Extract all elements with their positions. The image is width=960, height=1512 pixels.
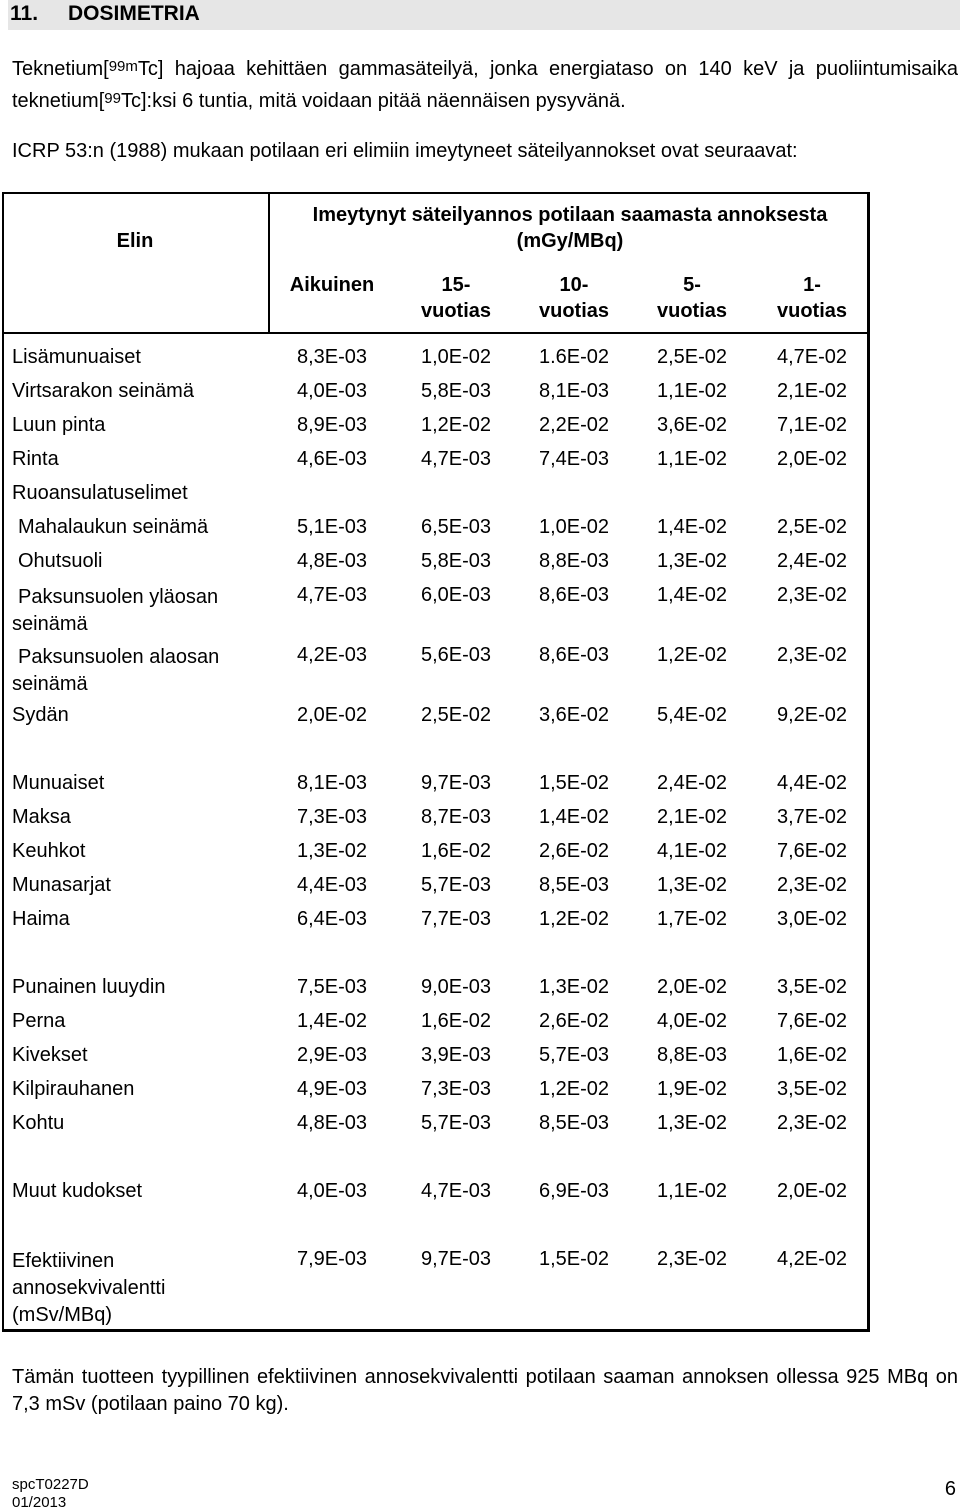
dose-value: 1,6E-02 — [420, 840, 492, 862]
footer-note: Tämän tuotteen tyypillinen efektiivinen annosekvivalentti potilaan saaman annoksen ollessa 925 MBq on 7,3 mSv (potilaan paino 70 kg). — [12, 1366, 958, 1415]
table-row — [0, 1112, 870, 1146]
age-header: 15- vuotias — [420, 274, 492, 322]
dose-value: 1,5E-02 — [538, 1248, 610, 1270]
age-header: 10- vuotias — [538, 274, 610, 322]
dose-value: 8,8E-03 — [656, 1044, 728, 1066]
dose-value: 4,1E-02 — [656, 840, 728, 862]
table-divider — [268, 192, 270, 334]
dose-value: 1,6E-02 — [776, 1044, 848, 1066]
dose-value: 2,0E-02 — [776, 448, 848, 470]
dose-value: 8,5E-03 — [538, 874, 610, 896]
dose-value: 2,4E-02 — [776, 550, 848, 572]
page-number: 6 — [944, 1478, 956, 1500]
dose-value: 5,8E-03 — [420, 380, 492, 402]
dose-value: 5,7E-03 — [420, 874, 492, 896]
dose-value: 4,7E-03 — [420, 1180, 492, 1202]
dose-value: 2,4E-02 — [656, 772, 728, 794]
dose-value: 2,0E-02 — [296, 704, 368, 726]
dose-value: 1,5E-02 — [538, 772, 610, 794]
table-row — [0, 806, 870, 840]
dose-value: 4,8E-03 — [296, 550, 368, 572]
dose-value: 8,6E-03 — [538, 644, 610, 666]
dose-value: 5,6E-03 — [420, 644, 492, 666]
table-row — [0, 482, 870, 516]
dose-value: 1,6E-02 — [420, 1010, 492, 1032]
age-header: 5- vuotias — [656, 274, 728, 322]
dose-value: 1,3E-02 — [656, 874, 728, 896]
dose-value: 4,7E-03 — [420, 448, 492, 470]
organ-name: Punainen luuydin — [12, 976, 166, 998]
dose-value: 1,4E-02 — [296, 1010, 368, 1032]
dose-value: 2,3E-02 — [776, 1112, 848, 1134]
dose-value: 3,6E-02 — [538, 704, 610, 726]
dose-value: 2,9E-03 — [296, 1044, 368, 1066]
dose-value: 8,9E-03 — [296, 414, 368, 436]
dose-value: 7,5E-03 — [296, 976, 368, 998]
table-row — [0, 772, 870, 806]
dose-value: 1,4E-02 — [656, 516, 728, 538]
intro-paragraph — [12, 54, 958, 118]
organ-name: Paksunsuolen yläosan seinämä — [12, 586, 219, 635]
dose-value: 7,6E-02 — [776, 840, 848, 862]
organ-name: Ohutsuoli — [18, 550, 103, 572]
dose-value: 1,1E-02 — [656, 380, 728, 402]
dose-value: 1,1E-02 — [656, 1180, 728, 1202]
dose-value: 2,3E-02 — [776, 644, 848, 666]
organ-name: Virtsarakon seinämä — [12, 380, 194, 402]
dose-value: 8,1E-03 — [296, 772, 368, 794]
dose-value: 2,3E-02 — [776, 584, 848, 606]
dose-value: 8,6E-03 — [538, 584, 610, 606]
dose-value: 1,4E-02 — [656, 584, 728, 606]
dose-value: 1,3E-02 — [538, 976, 610, 998]
table-row — [0, 976, 870, 1010]
table-header-bottom — [2, 332, 870, 334]
organ-name: Mahalaukun seinämä — [18, 516, 209, 538]
dose-value: 2,6E-02 — [538, 1010, 610, 1032]
dose-value: 8,1E-03 — [538, 380, 610, 402]
dose-value: 1,2E-02 — [538, 908, 610, 930]
dose-value: 3,5E-02 — [776, 976, 848, 998]
organ-name: Efektiivinen annosekvivalentti (mSv/MBq) — [12, 1250, 166, 1326]
dose-value: 4,9E-03 — [296, 1078, 368, 1100]
dose-value: 1,2E-02 — [538, 1078, 610, 1100]
organ-name: Paksunsuolen alaosan seinämä — [12, 646, 220, 695]
section-heading — [8, 0, 960, 30]
dose-value: 7,9E-03 — [296, 1248, 368, 1270]
table-row — [0, 1078, 870, 1112]
organ-name: Kilpirauhanen — [12, 1078, 135, 1100]
dose-value: 4,0E-02 — [656, 1010, 728, 1032]
organ-name: Luun pinta — [12, 414, 106, 436]
table-row — [0, 644, 870, 695]
dose-value: 1.6E-02 — [538, 346, 610, 368]
organ-name: Munasarjat — [12, 874, 111, 896]
table-row — [0, 584, 870, 635]
dose-value: 1,2E-02 — [420, 414, 492, 436]
dose-value: 4,6E-03 — [296, 448, 368, 470]
group-header: Imeytynyt säteilyannos potilaan saamasta annoksesta (mGy/MBq) — [312, 204, 828, 252]
doc-code: spcT0227D — [12, 1476, 89, 1493]
table-row — [0, 1010, 870, 1044]
dose-value: 2,5E-02 — [656, 346, 728, 368]
dose-value: 7,3E-03 — [296, 806, 368, 828]
dose-value: 5,4E-02 — [656, 704, 728, 726]
dose-value: 1,0E-02 — [538, 516, 610, 538]
dose-value: 2,0E-02 — [656, 976, 728, 998]
table-row — [0, 346, 870, 380]
dose-value: 5,1E-03 — [296, 516, 368, 538]
organ-name: Sydän — [12, 704, 69, 726]
table-row — [0, 908, 870, 942]
section-title: DOSIMETRIA — [68, 2, 200, 25]
dose-value: 5,8E-03 — [420, 550, 492, 572]
dose-value: 1,4E-02 — [538, 806, 610, 828]
table-row — [0, 1180, 870, 1214]
dose-value: 2,6E-02 — [538, 840, 610, 862]
dose-value: 4,4E-02 — [776, 772, 848, 794]
organ-name: Lisämunuaiset — [12, 346, 141, 368]
dose-value: 6,0E-03 — [420, 584, 492, 606]
dose-value: 2,5E-02 — [420, 704, 492, 726]
dose-value: 4,2E-03 — [296, 644, 368, 666]
dose-value: 8,7E-03 — [420, 806, 492, 828]
doc-date: 01/2013 — [12, 1494, 67, 1511]
dose-value: 6,9E-03 — [538, 1180, 610, 1202]
table-row — [0, 550, 870, 584]
dose-value: 7,7E-03 — [420, 908, 492, 930]
dose-value: 6,5E-03 — [420, 516, 492, 538]
dose-value: 2,0E-02 — [776, 1180, 848, 1202]
organ-name: Kohtu — [12, 1112, 65, 1134]
icrp-sentence: ICRP 53:n (1988) mukaan potilaan eri elimiin imeytyneet säteilyannokset ovat seuraavat: — [12, 140, 798, 162]
dose-value: 3,9E-03 — [420, 1044, 492, 1066]
dose-value: 3,6E-02 — [656, 414, 728, 436]
dose-value: 7,1E-02 — [776, 414, 848, 436]
dose-value: 4,2E-02 — [776, 1248, 848, 1270]
dose-value: 1,9E-02 — [656, 1078, 728, 1100]
dose-value: 1,3E-02 — [656, 1112, 728, 1134]
dose-value: 6,4E-03 — [296, 908, 368, 930]
dose-value: 4,0E-03 — [296, 380, 368, 402]
dose-value: 5,7E-03 — [538, 1044, 610, 1066]
table-row — [0, 1044, 870, 1078]
dose-value: 8,3E-03 — [296, 346, 368, 368]
organ-name: Perna — [12, 1010, 66, 1032]
dose-value: 9,7E-03 — [420, 1248, 492, 1270]
organ-name: Rinta — [12, 448, 59, 470]
intro-text-a: Teknetium[ — [12, 58, 109, 80]
dose-value: 1,3E-02 — [296, 840, 368, 862]
dose-value: 2,1E-02 — [656, 806, 728, 828]
intro-text-b: Tc] hajoaa kehittäen gammasäteilyä, jonka energiataso on 140 keV ja puoliintumisaika teknetium[ — [12, 58, 958, 112]
age-header: 1- vuotias — [776, 274, 848, 322]
organ-name: Muut kudokset — [12, 1180, 143, 1202]
table-row — [0, 704, 870, 738]
age-header: Aikuinen — [289, 274, 375, 296]
isotope-superscript-2: 99 — [104, 90, 121, 107]
dose-value: 1,2E-02 — [656, 644, 728, 666]
dose-value: 4,8E-03 — [296, 1112, 368, 1134]
table-row — [0, 874, 870, 908]
dose-value: 7,6E-02 — [776, 1010, 848, 1032]
organ-name: Keuhkot — [12, 840, 86, 862]
dose-value: 4,0E-03 — [296, 1180, 368, 1202]
dose-value: 2,1E-02 — [776, 380, 848, 402]
dose-value: 4,7E-02 — [776, 346, 848, 368]
organ-name: Kivekset — [12, 1044, 88, 1066]
organ-name: Maksa — [12, 806, 71, 828]
table-row — [0, 414, 870, 448]
dose-value: 9,2E-02 — [776, 704, 848, 726]
dose-value: 9,0E-03 — [420, 976, 492, 998]
dose-value: 2,5E-02 — [776, 516, 848, 538]
dose-value: 8,5E-03 — [538, 1112, 610, 1134]
dose-value: 3,7E-02 — [776, 806, 848, 828]
table-row — [0, 840, 870, 874]
dose-value: 1,3E-02 — [656, 550, 728, 572]
table-row — [0, 516, 870, 550]
dose-value: 5,7E-03 — [420, 1112, 492, 1134]
table-row — [0, 448, 870, 482]
dose-value: 7,3E-03 — [420, 1078, 492, 1100]
organ-name: Munuaiset — [12, 772, 105, 794]
dose-value: 2,3E-02 — [776, 874, 848, 896]
dose-value: 2,2E-02 — [538, 414, 610, 436]
table-row — [0, 1248, 870, 1326]
section-number: 11. — [10, 2, 39, 25]
dose-value: 1,1E-02 — [656, 448, 728, 470]
dose-value: 9,7E-03 — [420, 772, 492, 794]
dose-value: 4,7E-03 — [296, 584, 368, 606]
dose-value: 2,3E-02 — [656, 1248, 728, 1270]
organ-name: Ruoansulatuselimet — [12, 482, 188, 504]
dose-value: 1,0E-02 — [420, 346, 492, 368]
col-organ-header: Elin — [116, 230, 154, 252]
doc-code-block — [12, 1476, 89, 1512]
dose-value: 8,8E-03 — [538, 550, 610, 572]
intro-text-c: Tc]:ksi 6 tuntia, mitä voidaan pitää näennäisen pysyvänä. — [120, 90, 626, 112]
dose-value: 4,4E-03 — [296, 874, 368, 896]
isotope-superscript: 99m — [108, 58, 138, 75]
table-row — [0, 380, 870, 414]
dose-value: 1,7E-02 — [656, 908, 728, 930]
dose-value: 7,4E-03 — [538, 448, 610, 470]
organ-name: Haima — [12, 908, 70, 930]
dose-value: 3,5E-02 — [776, 1078, 848, 1100]
dose-value: 3,0E-02 — [776, 908, 848, 930]
